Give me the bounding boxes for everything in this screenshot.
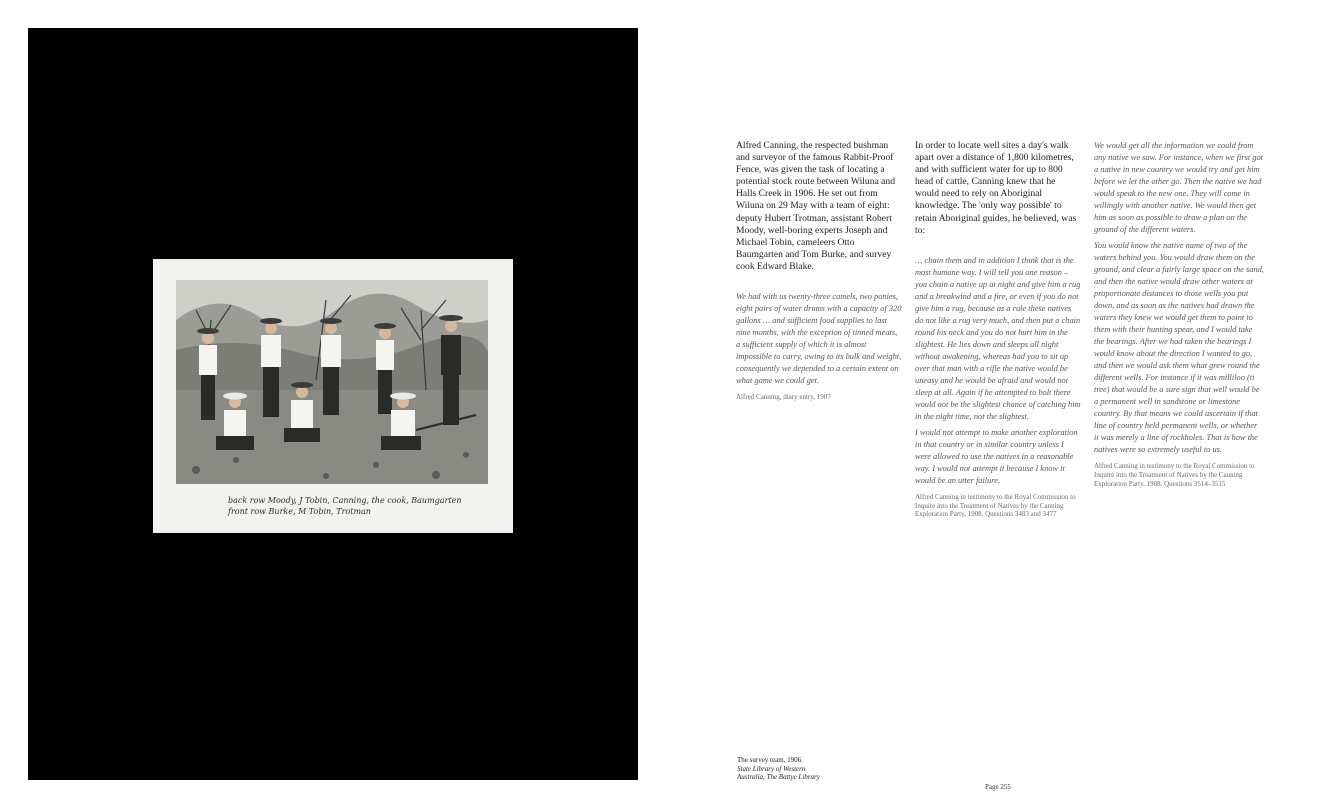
text-column-1 xyxy=(736,140,902,402)
text-column-2 xyxy=(915,140,1081,519)
survey-team-photograph xyxy=(153,259,513,533)
testimony-attribution-1: Alfred Canning in testimony to the Royal Commission to Inquire into the Treatment of Natives by the Canning Exploration Party, 1908. Questions 3483 and 3477 xyxy=(915,492,1076,519)
handwritten-caption-back-row: back row Moody, J Tobin, Canning, the cook, Baumgarten xyxy=(228,496,462,505)
photo-caption-title: The survey team, 1906. xyxy=(737,756,803,764)
photo-scene xyxy=(176,280,488,484)
page-number: Page 255 xyxy=(985,783,1011,791)
chain-quote: … chain them and in addition I think that is the most humane way. I will tell you one reason – you chain a native up at night and give him a rug and a breakwind and a fire, or even if you do not give him a rug, because as a rule these natives do not like a rug very much, and then put a chain round his neck and you do not hurt him in the slightest. He lies down and sleeps all night without awakening, whereas had you to sit up over that man with a rifle the native would be uneasy and he would be afraid and would not sleep at all. Again if he attempted to bolt there would not be the slightest chance of catching him in the night time, not the slightest. xyxy=(915,255,1081,421)
diary-quote: We had with us twenty-three camels, two ponies, eight pairs of water drums with a capacity of 320 gallons … and sufficient food supplies to last nine months, with the exception of tinned meats, a sufficient supply of which it is almost impossible to carry, owing to its bulk and weight, consequently we depended to a certain extent on what game we could get. xyxy=(736,292,902,386)
photo-image xyxy=(176,280,488,484)
information-quote: We would get all the information we could from any native we saw. For instance, when we first got a native in new country we would try and get him before we let the other go. Then the native we had would speak to the new one. They will come in willingly with another native. We would then get him as soon as possible to draw a plan on the ground of the different waters. xyxy=(1094,141,1263,234)
waters-quote: You would know the native name of two of the waters behind you. You would draw them on the ground, and clear a fairly large space on the sand, and then the native would draw other waters at proportionate distances to those wells you put down, and as soon as the natives had drawn the waters they knew we would get them to point to them with their hunting spear, and I would take the bearings. After we had taken the bearings I would know about the direction I wanted to go, and then we would ask them what grew round the different wells. For instance if it was milliloo (ti tree) that would be a sure sign that well would be a permanent well in sandstone or limestone country. By that means we could ascertain if that line of country held permanent wells, or whether it was merely a line of rockholes. That is how the natives were so extremely useful to us. xyxy=(1094,241,1264,454)
testimony-attribution-2: Alfred Canning in testimony to the Royal Commission to Inquire into the Treatment of Natives by the Canning Exploration Party, 1908. Questions 3514–3515 xyxy=(1094,462,1255,488)
intro-paragraph: Alfred Canning, the respected bushman and surveyor of the famous Rabbit-Proof Fence, was given the task of locating a potential stock route between Wiluna and Halls Creek in 1906. He set out from Wiluna on 29 May with a team of eight: deputy Hubert Trotman, assistant Robert Moody, well-boring experts Joseph and Michael Tobin, cameleers Otto Baumgarten and Tom Burke, and survey cook Edward Blake. xyxy=(736,140,896,272)
photo-caption xyxy=(737,756,877,782)
handwritten-caption-front-row: front row Burke, M Tobin, Trotman xyxy=(228,507,371,516)
exploration-quote: I would not attempt to make another exploration in that country or in similar country unless I were allowed to use the natives in a reasonable way. I would not attempt it because I know it would be an utter failure. xyxy=(915,427,1078,485)
black-photo-panel xyxy=(28,28,638,780)
handwritten-photo-caption xyxy=(228,495,488,517)
guides-paragraph: In order to locate well sites a day's walk apart over a distance of 1,800 kilometres, and with sufficient water for up to 800 head of cattle, Canning knew that he would need to rely on Aboriginal knowledge. The 'only way possible' to retain Aboriginal guides, he believed, was to: xyxy=(915,140,1077,236)
diary-attribution: Alfred Canning, diary entry, 1907 xyxy=(736,393,831,402)
photo-caption-source-1: State Library of Western xyxy=(737,764,806,773)
photo-caption-source-2: Australia, The Battye Library xyxy=(737,773,820,782)
text-column-3 xyxy=(1094,140,1264,488)
